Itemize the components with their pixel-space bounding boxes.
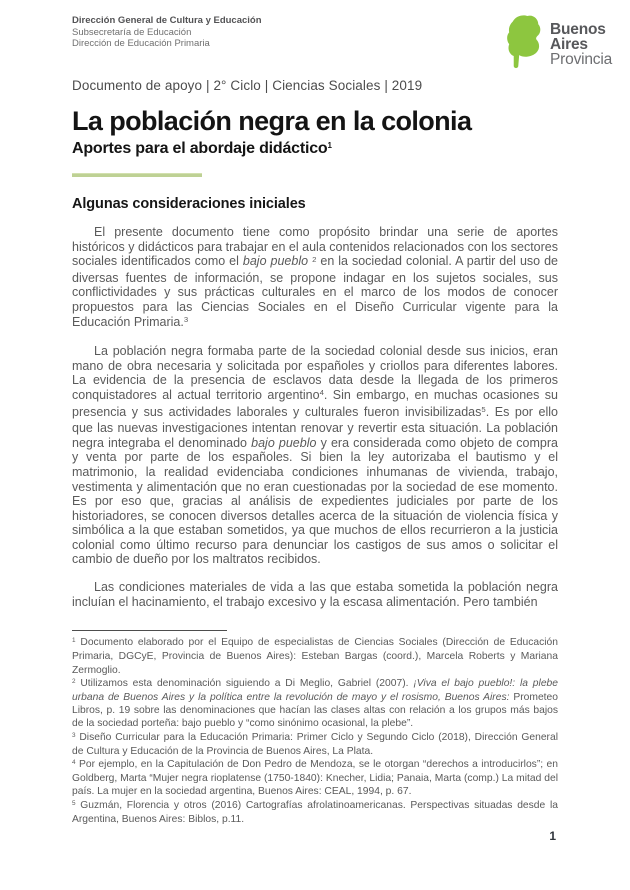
logo-line-provincia: Provincia: [550, 51, 612, 68]
logo-wordmark: [550, 13, 612, 68]
org-subunit-1: Subsecretaría de Educación: [72, 26, 192, 38]
page-header: [72, 13, 612, 70]
logo-line-buenos: Buenos: [550, 21, 606, 38]
footnote-5: $^5$ Guzmán, Florencia y otros (2016) Cartografías afrolatinoamericanas. Perspectivas situadas desde la Argentina, Buenos Aires: Biblos, p.11.: [72, 799, 558, 825]
footnote-3: $^3$ Diseño Curricular para la Educación Primaria: Primer Ciclo y Segundo Ciclo (2018), Dirección General de Cultura y Educación de la Provincia de Buenos Aires, La Plata.: [72, 731, 558, 757]
subtitle-footnote-ref: 1: [327, 141, 332, 150]
province-silhouette-icon: [501, 13, 541, 70]
logo-line-aires: Aires: [550, 36, 588, 53]
document-title: La población negra en la colonia: [72, 106, 472, 136]
buenos-aires-provincia-logo: [501, 13, 612, 70]
body-paragraph-3: Las condiciones materiales de vida a las que estaba sometida la población negra incluían el hacinamiento, el trabajo excesivo y la escasa alimentación. Pero también: [72, 580, 558, 609]
footnotes-block: [72, 636, 558, 826]
org-name: Dirección General de Cultura y Educación: [72, 15, 262, 26]
section-heading: Algunas consideraciones iniciales: [72, 196, 306, 212]
footnote-2: $^2$ Utilizamos esta denominación siguiendo a Di Meglio, Gabriel (2007). ¡Viva el bajo pueblo!: la plebe urbana de Buenos Aires y la política entre la revolución de mayo y el rosismo, Buenos Aires: Prometeo Libros, p. 19 sobre las denominaciones que hacían las clases altas con relación a los grupos más bajos de la sociedad porteña: bajo pueblo y “como sinónimo ocasional, la plebe”.: [72, 677, 558, 730]
body-paragraph-2: La población negra formaba parte de la sociedad colonial desde sus inicios, eran mano de obra necesaria y solicitada por españoles y criollos para diferentes labores. La evidencia de la presencia de esclavos data desde la llegada de los primeros conquistadores al actual territorio argentino$^4$. Sin embargo, en muchas ocasiones su presencia y sus actividades laborales y culturales fueron invisibilizadas$^5$. Es por ello que las nuevas investigaciones intentan renovar y revertir esta situación. La población negra integraba el denominado bajo pueblo y era considerada como objeto de compra y venta por parte de los españoles. Si bien la ley autorizaba el bautismo y el matrimonio, la realidad evidenciaba condiciones inhumanas de vivienda, trabajo, vestimenta y alimentación que no eran cuestionadas por la sociedad de ese momento. Es por eso que, gracias al análisis de expedientes judiciales por parte de los historiadores, se conocen diversos detalles acerca de la situación de violencia física y simbólica a la que estaban sometidos, ya que muchos de ellos recurrieron a la justicia colonial como último recurso para denunciar los castigos de sus amos o solicitar el cambio de dueño por los maltratos recibidos.: [72, 344, 558, 567]
org-subunit-2: Dirección de Educación Primaria: [72, 38, 210, 49]
doc-info-line: Documento de apoyo | 2° Ciclo | Ciencias Sociales | 2019: [72, 78, 423, 93]
footnote-separator-rule: [72, 630, 227, 631]
footnote-1: $^1$ Documento elaborado por el Equipo de especialistas de Ciencias Sociales (Dirección de Educación Primaria, DGCyE, Provincia de Buenos Aires): Esteban Bargas (coord.), Marcela Roberts y Mariana Zermoglio.: [72, 637, 558, 676]
body-paragraph-1: El presente documento tiene como propósito brindar una serie de aportes históricos y didácticos para trabajar en el aula contenidos relacionados con los sectores sociales identificados como el bajo pueblo $^2$ en la sociedad colonial. A partir del uso de diversas fuentes de información, se propone indagar en los sujetos sociales, sus conflictividades y sus prácticas culturales en el marco de los modos de conocer propuestos para las Ciencias Sociales en el Diseño Curricular vigente para la Educación Primaria.$^3$: [72, 225, 558, 329]
organization-block: [72, 13, 262, 50]
green-divider-rule: [72, 173, 202, 177]
footnote-4: $^4$ Por ejemplo, en la Capitulación de Don Pedro de Mendoza, se le otorgan “derechos a introducirlos”; en Goldberg, Marta “Mujer negra rioplatense (1750-1840): Knecher, Lidia; Panaia, Marta (comp.) La mitad del país. La mujer en la sociedad argentina, Buenos Aires: CEAL, 1994, p. 67.: [72, 759, 558, 798]
page-number: 1: [549, 829, 556, 843]
document-subtitle: [72, 140, 558, 158]
subtitle-text: Aportes para el abordaje didáctico: [72, 140, 328, 157]
document-body: [72, 78, 558, 826]
